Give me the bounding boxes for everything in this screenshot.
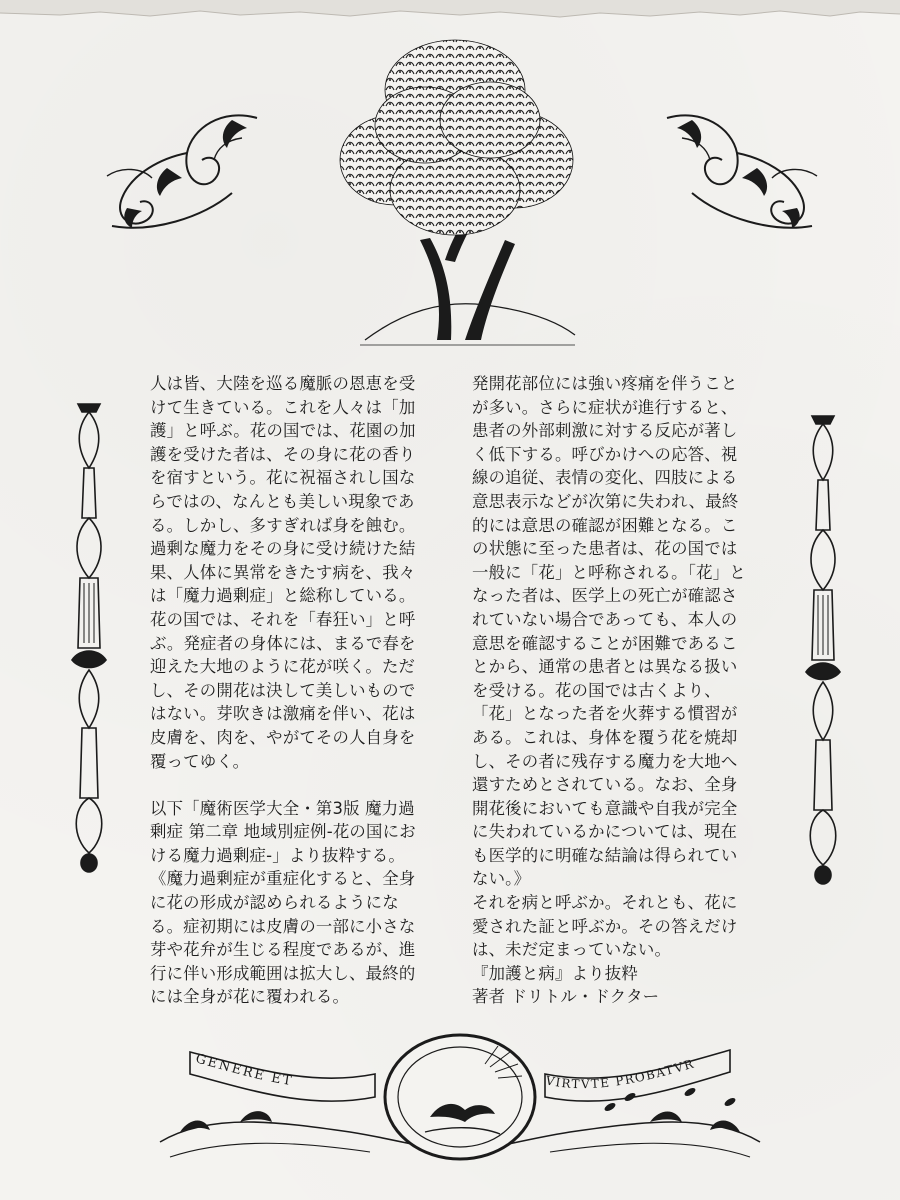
left-paragraph-1: 人は皆、大陸を巡る魔脈の恩恵を受 けて生きている。これを人々は「加 護」と呼ぶ。花の国では、花園の加 護を受けた者は、その身に花の香り を宿すという。花に祝福されし国な らではの、なんとも美しい現象であ る。しかし、多すぎれば身を蝕む。 過剰な魔力をその身に受け続けた結 果、人体に異常をきたす病を、我々 は「魔力過剰症」と総称している。 花の国では、それを「春狂い」と呼 ぶ。発症者の身体には、まるで春を 迎えた大地のように花が咲く。ただ し、その開花は決して美しいもので はない。芽吹きは激痛を伴い、花は 皮膚を、肉を、やがてその人自身を 覆ってゆく。 [150,374,416,771]
column-ornament-right [800,410,846,888]
banner-left-motto: GENERE ET [193,1051,295,1090]
right-paragraph-1: 発開花部位には強い疼痛を伴うこと が多い。さらに症状が進行すると、 患者の外部刺激に対する反応が著し く低下する。呼びかけへの応答、視 線の追従、表情の変化、四肢による 意思表示などが次第に失われ、最終 的には意思の確認が困難となる。こ の状態に至った患者は、花の国では 一般に「花」と呼称される。「花」と なった者は、医学上の死亡が確認さ れていない場合であっても、本人の 意思を確認することが困難であるこ とから、通常の患者とは異なる扱い を受ける。花の国では古くより、 「花」となった者を火葬する慣習が ある。これは、身体を覆う花を焼却 し、その者に残存する魔力を大地へ 還すためとされている。なお、全身 開花後においても意識や自我が完全 に失われているかについては、現在 も医学的に明確な結論は得られてい ない。》 [472,374,746,889]
paragraph-gap [150,773,450,797]
svg-text:GENERE ET [194,1051,294,1089]
author-credit: 著者 ドリトル・ドクター [472,987,660,1007]
acanthus-scroll-left [92,98,264,236]
right-paragraph-2: それを病と呼ぶか。それとも、花に 愛された証と呼ぶか。その答えだけ は、未だ定まっていない。 [472,893,738,960]
banner-crest [150,1022,770,1172]
right-text-column [472,372,772,1009]
acanthus-scroll-right [660,98,832,236]
left-paragraph-2: 以下「魔術医学大全・第3版 魔力過 剰症 第二章 地域別症例-花の国にお ける魔力過剰症-」より抜粋する。 《魔力過剰症が重症化すると、全身 に花の形成が認められるようにな る。症初期には皮膚の一部に小さな 芽や花弁が生じる程度であるが、進 行に伴い形成範囲は拡大し、最終的 には全身が花に覆われる。 [150,798,416,1007]
svg-text:VIRTVTE PROBATVR [543,1056,696,1091]
source-citation: 『加護と病』より抜粋 [472,963,638,983]
tree-illustration [325,20,580,355]
banner-right-motto: VIRTVTE PROBATVR [544,1056,697,1092]
left-text-column [150,372,450,1009]
column-ornament-left [66,398,112,876]
